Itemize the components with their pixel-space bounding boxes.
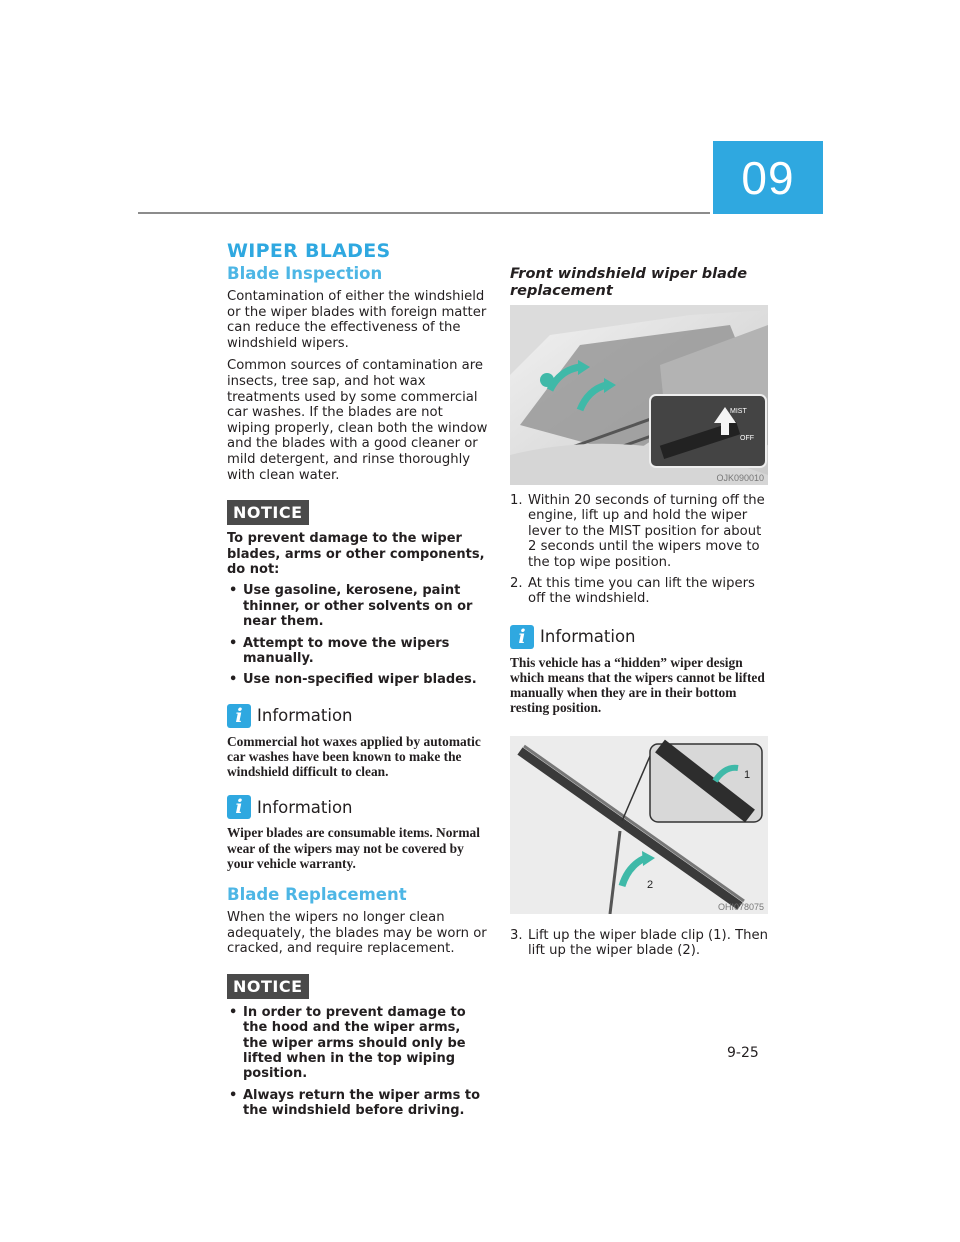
- list-item: • Always return the wiper arms to the windshield before driving.: [227, 1088, 489, 1119]
- figure-wiper-blade: [510, 736, 768, 914]
- list-item: • In order to prevent damage to the hood and the wiper arms, the wiper arms should only be lifted when in the top wiping position.: [227, 1005, 489, 1082]
- procedure-title: Front windshield wiper blade replacement: [510, 266, 748, 299]
- info-title: Information: [540, 627, 636, 647]
- list-item: 2. At this time you can lift the wipers off the windshield.: [510, 576, 755, 607]
- info-text: Wiper blades are consumable items. Normal wear of the wipers may not be covered by your vehicle warranty.: [227, 825, 480, 871]
- windshield-illustration: [510, 305, 768, 485]
- mist-label: MIST: [730, 408, 747, 415]
- info-block-2: [227, 795, 489, 871]
- wiper-blade-illustration: [510, 736, 768, 914]
- info-icon: i: [227, 795, 251, 819]
- figure-windshield: [510, 305, 768, 485]
- list-item: • Use non-specified wiper blades.: [227, 672, 489, 687]
- notice-lead: To prevent damage to the wiper blades, arms or other components, do not:: [227, 531, 485, 577]
- list-item: 3. Lift up the wiper blade clip (1). Then lift up the wiper blade (2).: [510, 927, 768, 959]
- info-icon: i: [227, 704, 251, 728]
- left-column: [227, 240, 489, 1125]
- info-title: Information: [257, 797, 353, 817]
- list-item: • Attempt to move the wipers manually.: [227, 636, 489, 667]
- label-2: 2: [647, 878, 654, 891]
- notice-block-1: [227, 490, 489, 688]
- figure-code: OJK090010: [716, 473, 764, 483]
- steps-list-a: [510, 493, 772, 607]
- chapter-tab: [713, 141, 823, 214]
- info-text: Commercial hot waxes applied by automatic car washes have been known to make the windshield difficult to clean.: [227, 733, 481, 780]
- figure-code: OHI078075: [717, 901, 764, 912]
- info-icon: i: [510, 625, 534, 649]
- off-label: OFF: [740, 435, 754, 442]
- inspection-paragraph-1: Contamination of either the windshield or the wiper blades with foreign matter can reduce the effectiveness of the windshield wipers.: [227, 289, 487, 351]
- notice-list: [227, 1005, 489, 1119]
- right-column: [510, 242, 772, 964]
- notice-block-2: [227, 964, 489, 1119]
- notice-badge: NOTICE: [227, 974, 309, 999]
- replacement-paragraph: When the wipers no longer clean adequately, the blades may be worn or cracked, and require replacement.: [227, 910, 487, 957]
- inspection-title: Blade Inspection: [227, 264, 383, 283]
- info-title: Information: [257, 706, 353, 726]
- page-number: 9-25: [727, 1045, 759, 1061]
- section-title: WIPER BLADES: [227, 240, 391, 262]
- notice-badge: NOTICE: [227, 500, 309, 525]
- info-block-3: [510, 625, 772, 716]
- list-item: • Use gasoline, kerosene, paint thinner, or other solvents on or near them.: [227, 583, 489, 629]
- info-text: This vehicle has a “hidden” wiper design which means that the wipers cannot be lifted manually when they are in their bottom resting position.: [510, 654, 765, 716]
- header-rule: [138, 212, 710, 214]
- notice-list: [227, 583, 489, 687]
- label-1: 1: [744, 768, 751, 781]
- info-block-1: [227, 704, 489, 780]
- inspection-paragraph-2: Common sources of contamination are insects, tree sap, and hot wax treatments used by some commercial car washes. If the blades are not wiping properly, clean both the window and the blades with a good cleaner or mild detergent, and rinse thoroughly with clean water.: [227, 358, 488, 483]
- replacement-title: Blade Replacement: [227, 885, 407, 904]
- list-item: 1. Within 20 seconds of turning off the engine, lift up and hold the wiper lever to the MIST position for about 2 seconds until the wipers move to the top wipe position.: [510, 493, 765, 570]
- steps-list-b: [510, 928, 772, 959]
- chapter-number: 09: [741, 151, 795, 204]
